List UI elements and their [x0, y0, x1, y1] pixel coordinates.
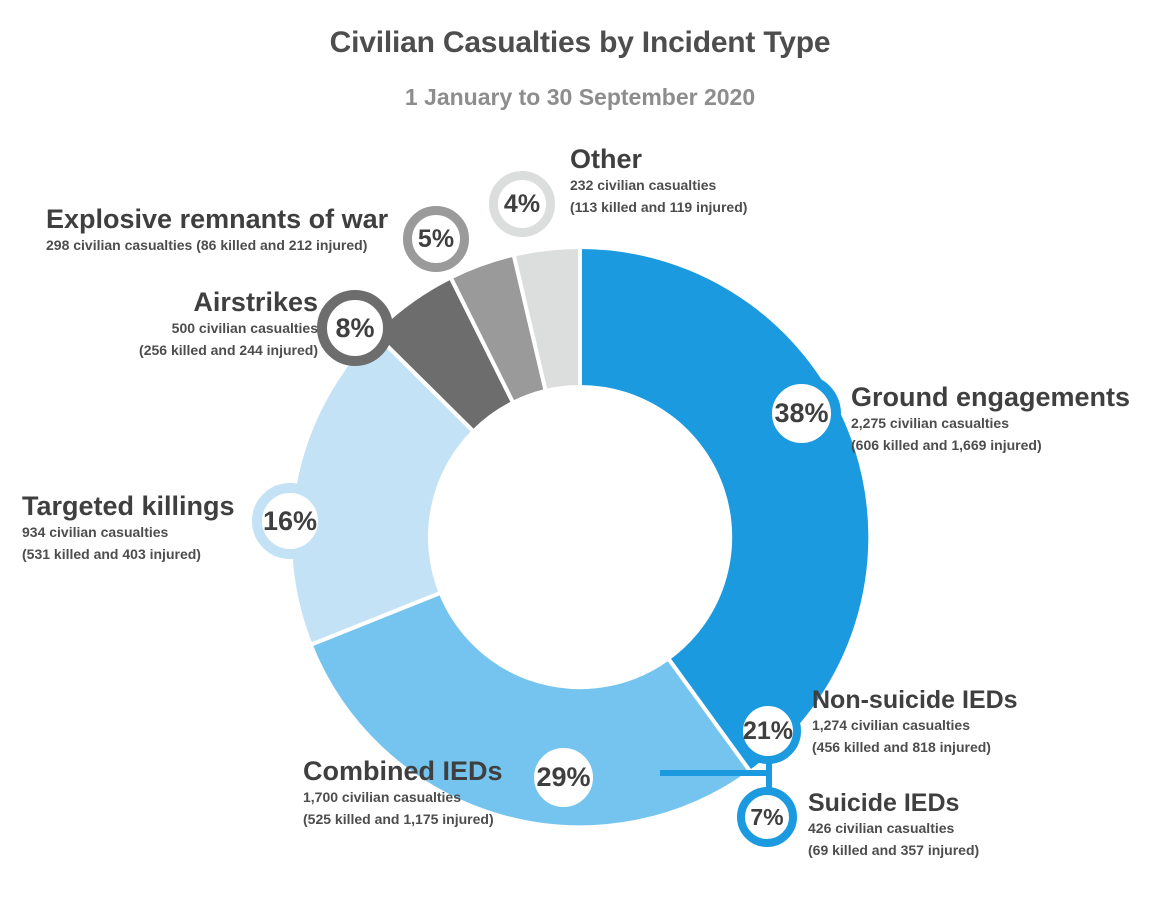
- label-targeted-killings: [22, 492, 250, 564]
- label-nonsuicide-breakdown: (456 killed and 818 injured): [812, 739, 991, 756]
- label-targeted-title: Targeted killings: [22, 491, 235, 521]
- label-ground-breakdown: (606 killed and 1,669 injured): [851, 437, 1042, 454]
- label-ground-engagements: [851, 383, 1130, 455]
- label-targeted-casualties: 934 civilian casualties: [22, 524, 169, 541]
- label-nonsuicide-title: Non-suicide IEDs: [812, 686, 1018, 714]
- label-suicide-casualties: 426 civilian casualties: [808, 820, 955, 837]
- label-combined-casualties: 1,700 civilian casualties: [303, 789, 461, 806]
- label-ground-title: Ground engagements: [851, 382, 1131, 412]
- percent-bubble-targeted-killings[interactable]: 16%: [252, 483, 328, 559]
- label-combined-breakdown: (525 killed and 1,175 injured): [303, 811, 494, 828]
- label-suicide-breakdown: (69 killed and 357 injured): [808, 842, 980, 859]
- percent-bubble-suicide-ieds[interactable]: 7%: [737, 787, 797, 847]
- percent-bubble-ground-engagements[interactable]: 38%: [762, 374, 841, 453]
- label-non-suicide-ieds: [812, 687, 1018, 757]
- label-other: [570, 145, 747, 217]
- label-airstrikes-breakdown: (256 killed and 244 injured): [139, 342, 318, 359]
- chart-title: Civilian Casualties by Incident Type: [329, 26, 831, 59]
- percent-bubble-explosive-remnants-of-war[interactable]: 5%: [403, 206, 469, 272]
- label-other-casualties: 232 civilian casualties: [570, 177, 717, 194]
- percent-bubble-other[interactable]: 4%: [489, 171, 555, 237]
- percent-bubble-non-suicide-ieds[interactable]: 21%: [735, 698, 801, 764]
- label-suicide-ieds: [808, 790, 979, 860]
- label-other-breakdown: (113 killed and 119 injured): [570, 199, 748, 216]
- label-suicide-title: Suicide IEDs: [808, 789, 960, 817]
- label-erw-casualties: 298 civilian casualties (86 killed and 212 injured): [46, 237, 368, 254]
- label-nonsuicide-casualties: 1,274 civilian casualties: [812, 717, 970, 734]
- label-other-title: Other: [570, 144, 643, 174]
- label-airstrikes: [60, 288, 318, 360]
- label-explosive-remnants-of-war: [46, 205, 388, 255]
- label-combined-ieds: [303, 757, 518, 829]
- connector-combined-to-ieds: [660, 770, 772, 776]
- percent-bubble-combined-ieds[interactable]: 29%: [524, 738, 603, 817]
- label-combined-title: Combined IEDs: [303, 756, 503, 786]
- label-targeted-breakdown: (531 killed and 403 injured): [22, 546, 201, 563]
- percent-bubble-airstrikes[interactable]: 8%: [317, 290, 393, 366]
- chart-subtitle: 1 January to 30 September 2020: [404, 84, 756, 110]
- label-airstrikes-title: Airstrikes: [193, 287, 318, 317]
- label-erw-title: Explosive remnants of war: [46, 204, 389, 234]
- label-ground-casualties: 2,275 civilian casualties: [851, 415, 1009, 432]
- label-airstrikes-casualties: 500 civilian casualties: [171, 320, 318, 337]
